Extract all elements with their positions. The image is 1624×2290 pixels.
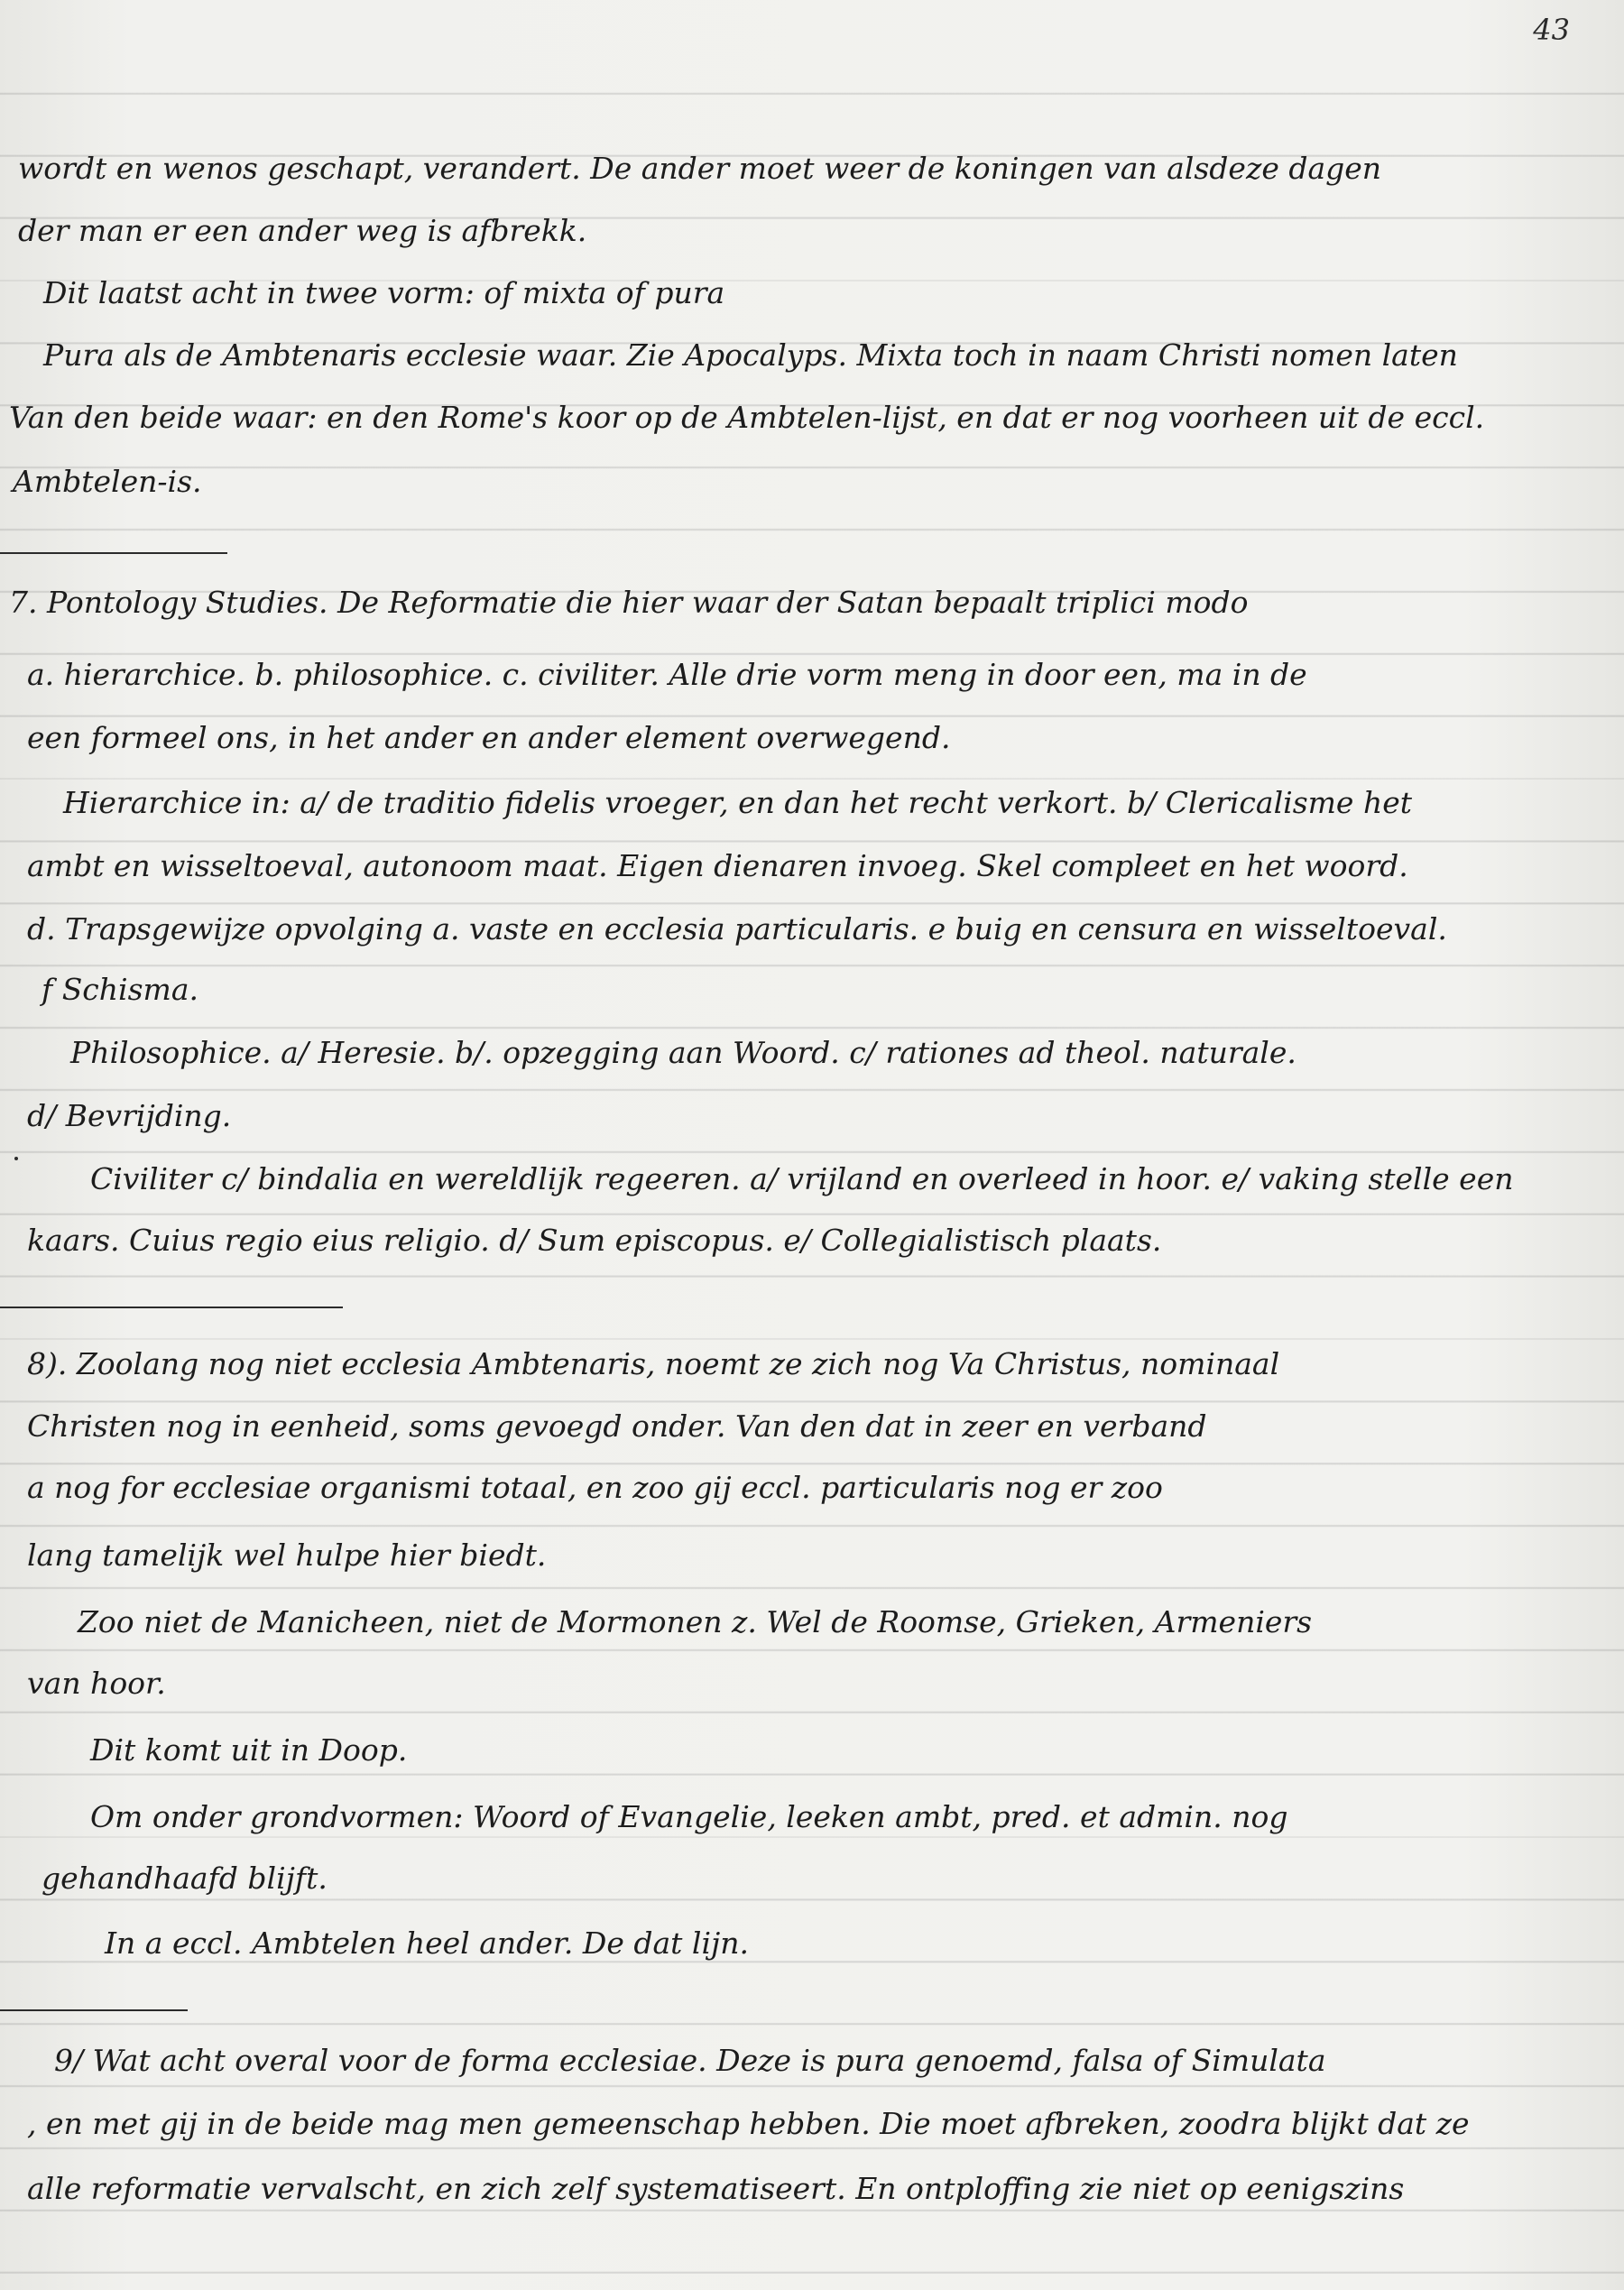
- manuscript-line: der man er een ander weg is afbrekk.: [18, 213, 587, 248]
- manuscript-line: Philosophice. a/ Heresie. b/. opzegging aan Woord. c/ rationes ad theol. naturale.: [70, 1035, 1296, 1070]
- manuscript-line: Dit laatst acht in twee vorm: of mixta of pura: [43, 275, 725, 310]
- manuscript-line: 7. Pontology Studies. De Reformatie die hier waar der Satan bepaalt triplici modo: [9, 585, 1249, 620]
- manuscript-line: In a eccl. Ambtelen heel ander. De dat lijn.: [105, 1925, 750, 1961]
- manuscript-line: Om onder grondvormen: Woord of Evangelie, leeken ambt, pred. et admin. nog: [90, 1799, 1288, 1834]
- manuscript-line: f Schisma.: [42, 972, 198, 1007]
- manuscript-line: een formeel ons, in het ander en ander element overwegend.: [27, 720, 951, 755]
- manuscript-line: Hierarchice in: a/ de traditio fidelis vroeger, en dan het recht verkort. b/ Clericalisme het: [63, 785, 1412, 820]
- manuscript-line: Pura als de Ambtenaris ecclesie waar. Zie Apocalyps. Mixta toch in naam Christi nomen laten: [43, 337, 1458, 373]
- manuscript-line: wordt en wenos geschapt, verandert. De ander moet weer de koningen van alsdeze dagen: [18, 151, 1382, 186]
- page-number: 43: [1533, 13, 1570, 47]
- section-divider: [0, 1307, 343, 1308]
- manuscript-line: alle reformatie vervalscht, en zich zelf systematiseert. En ontploffing zie niet op eenigszins: [27, 2171, 1405, 2206]
- manuscript-line: Christen nog in eenheid, soms gevoegd onder. Van den dat in zeer en verband: [27, 1408, 1207, 1444]
- manuscript-line: Van den beide waar: en den Rome's koor op de Ambtelen-lijst, en dat er nog voorheen uit de eccl.: [9, 400, 1485, 435]
- manuscript-line: Ambtelen-is.: [13, 464, 202, 499]
- manuscript-line: kaars. Cuius regio eius religio. d/ Sum episcopus. e/ Collegialistisch plaats.: [27, 1223, 1162, 1258]
- manuscript-line: d. Trapsgewijze opvolging a. vaste en ecclesia particularis. e buig en censura en wisseltoeval.: [27, 911, 1447, 946]
- manuscript-line: 8). Zoolang nog niet ecclesia Ambtenaris, noemt ze zich nog Va Christus, nominaal: [27, 1346, 1280, 1381]
- manuscript-line: d/ Bevrijding.: [27, 1098, 232, 1133]
- manuscript-line: Civiliter c/ bindalia en wereldlijk regeeren. a/ vrijland en overleed in hoor. e/ vaking stelle een: [90, 1161, 1514, 1196]
- manuscript-line: Dit komt uit in Doop.: [90, 1732, 408, 1768]
- manuscript-line: 9/ Wat acht overal voor de forma ecclesiae. Deze is pura genoemd, falsa of Simulata: [54, 2043, 1326, 2078]
- manuscript-line: a. hierarchice. b. philosophice. c. civiliter. Alle drie vorm meng in door een, ma in de: [27, 657, 1307, 692]
- manuscript-line: gehandhaafd blijft.: [42, 1861, 328, 1896]
- manuscript-line: a nog for ecclesiae organismi totaal, en zoo gij eccl. particularis nog er zoo: [27, 1470, 1163, 1505]
- manuscript-line: , en met gij in de beide mag men gemeenschap hebben. Die moet afbreken, zoodra blijkt dat ze: [27, 2106, 1470, 2141]
- section-divider: [0, 552, 227, 554]
- manuscript-line: ambt en wisseltoeval, autonoom maat. Eigen dienaren invoeg. Skel compleet en het woord.: [27, 848, 1408, 883]
- manuscript-line: van hoor.: [27, 1666, 166, 1701]
- section-divider: [0, 2009, 188, 2011]
- manuscript-line: lang tamelijk wel hulpe hier biedt.: [27, 1537, 547, 1573]
- manuscript-line: Zoo niet de Manicheen, niet de Mormonen z. Wel de Roomse, Grieken, Armeniers: [78, 1604, 1313, 1639]
